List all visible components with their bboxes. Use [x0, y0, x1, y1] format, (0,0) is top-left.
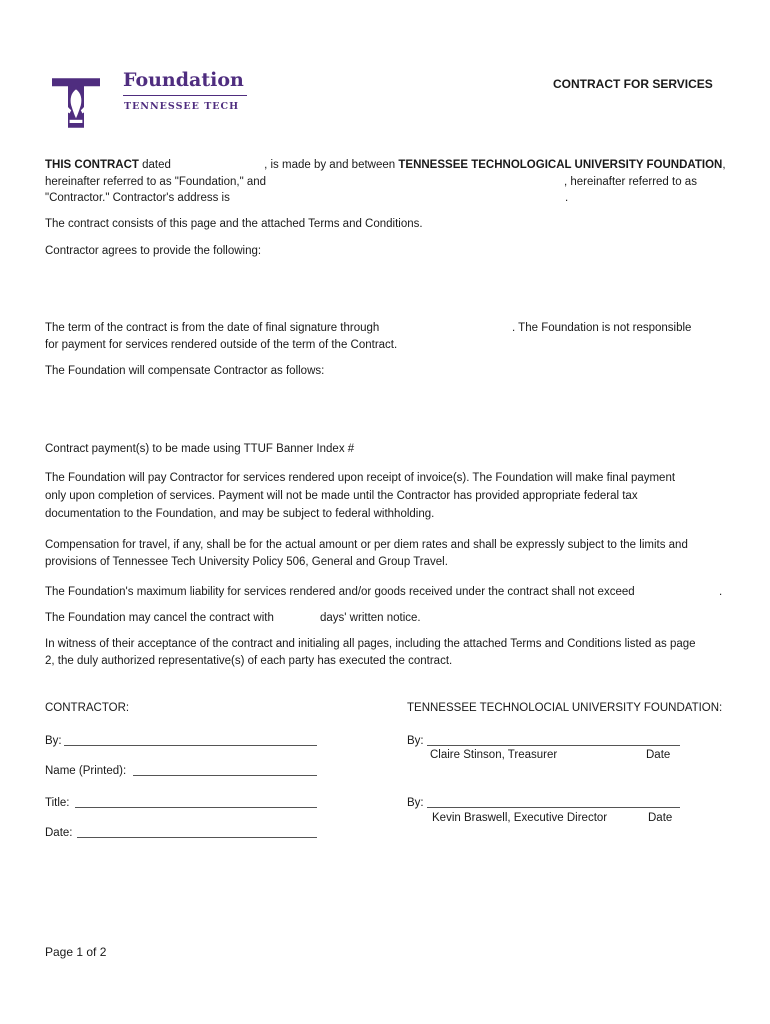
compensation-description-blank[interactable] — [45, 383, 715, 433]
para-liability: The Foundation's maximum liability for services rendered and/or goods received under the contract shall not exceed — [45, 586, 635, 598]
page-number: Page 1 of 2 — [45, 945, 107, 959]
intro-lead: THIS CONTRACT — [45, 159, 139, 171]
intro-comma: , — [722, 159, 726, 171]
treasurer-by-label: By: — [407, 735, 424, 747]
para-term-c: for payment for services rendered outside of the term of the Contract. — [45, 339, 398, 351]
banner-index-blank[interactable] — [366, 437, 516, 455]
logo-subtitle: TENNESSEE TECH — [124, 101, 240, 112]
date-label: Date: — [45, 827, 73, 839]
notice-days-blank[interactable] — [287, 606, 317, 624]
para-pay-3: documentation to the Foundation, and may be subject to federal withholding. — [45, 508, 435, 520]
para-term-a: The term of the contract is from the date of final signature through — [45, 322, 380, 334]
para-agrees: Contractor agrees to provide the following: — [45, 245, 262, 257]
document-title: CONTRACT FOR SERVICES — [553, 77, 713, 91]
foundation-heading: TENNESSEE TECHNOLOCIAL UNIVERSITY FOUNDATION: — [407, 702, 723, 714]
director-by-label: By: — [407, 797, 424, 809]
logo-wordmark: Foundation — [123, 69, 244, 91]
intro-made-by: , is made by and between — [264, 159, 396, 171]
para-pay-1: The Foundation will pay Contractor for services rendered upon receipt of invoice(s). The Foundation will make final payment — [45, 472, 676, 484]
intro-dated: dated — [142, 159, 171, 171]
intro-party: TENNESSEE TECHNOLOGICAL UNIVERSITY FOUNDATION — [398, 159, 723, 171]
intro-hereinafter-contractor: , hereinafter referred to as — [564, 176, 697, 188]
foundation-logo-mark — [52, 72, 100, 134]
title-label: Title: — [45, 797, 70, 809]
para-witness-1: In witness of their acceptance of the contract and initialing all pages, including the attached Terms and Conditions listed as page — [45, 638, 696, 650]
max-liability-blank[interactable] — [663, 580, 717, 598]
para-consists: The contract consists of this page and the attached Terms and Conditions. — [45, 218, 423, 230]
para-cancel-a: The Foundation may cancel the contract with — [45, 612, 274, 624]
date-line[interactable] — [77, 825, 317, 838]
treasurer-name: Claire Stinson, Treasurer — [430, 749, 558, 761]
para-pay-2: only upon completion of services. Payment will not be made until the Contractor has provided appropriate federal tax — [45, 490, 638, 502]
director-signature-line[interactable] — [427, 795, 680, 808]
term-end-date-blank[interactable] — [405, 316, 510, 334]
intro-address: "Contractor." Contractor's address is — [45, 192, 230, 204]
para-travel-2: provisions of Tennessee Tech University Policy 506, General and Group Travel. — [45, 556, 448, 568]
logo-divider — [123, 95, 247, 96]
para-liability-end: . — [719, 586, 723, 598]
para-banner: Contract payment(s) to be made using TTUF Banner Index # — [45, 443, 355, 455]
title-line[interactable] — [75, 795, 317, 808]
services-description-blank[interactable] — [45, 262, 715, 312]
director-date-label: Date — [648, 812, 673, 824]
name-printed-label: Name (Printed): — [45, 765, 127, 777]
para-travel-1: Compensation for travel, if any, shall be for the actual amount or per diem rates and shall be expressly subject to the limits and — [45, 539, 688, 551]
intro-period: . — [565, 192, 569, 204]
para-witness-2: 2, the duly authorized representative(s) of each party has executed the contract. — [45, 655, 453, 667]
contractor-address-blank[interactable] — [248, 186, 558, 204]
treasurer-signature-line[interactable] — [427, 733, 680, 746]
treasurer-date-label: Date — [646, 749, 671, 761]
name-printed-line[interactable] — [133, 763, 317, 776]
para-term-b: . The Foundation is not responsible — [512, 322, 692, 334]
director-name: Kevin Braswell, Executive Director — [432, 812, 608, 824]
contractor-signature-line[interactable] — [64, 733, 317, 746]
para-cancel-b: days' written notice. — [320, 612, 421, 624]
contractor-heading: CONTRACTOR: — [45, 702, 130, 714]
intro-hereinafter-foundation: hereinafter referred to as "Foundation," and — [45, 176, 267, 188]
para-compensate: The Foundation will compensate Contractor as follows: — [45, 365, 325, 377]
contractor-by-label: By: — [45, 735, 62, 747]
